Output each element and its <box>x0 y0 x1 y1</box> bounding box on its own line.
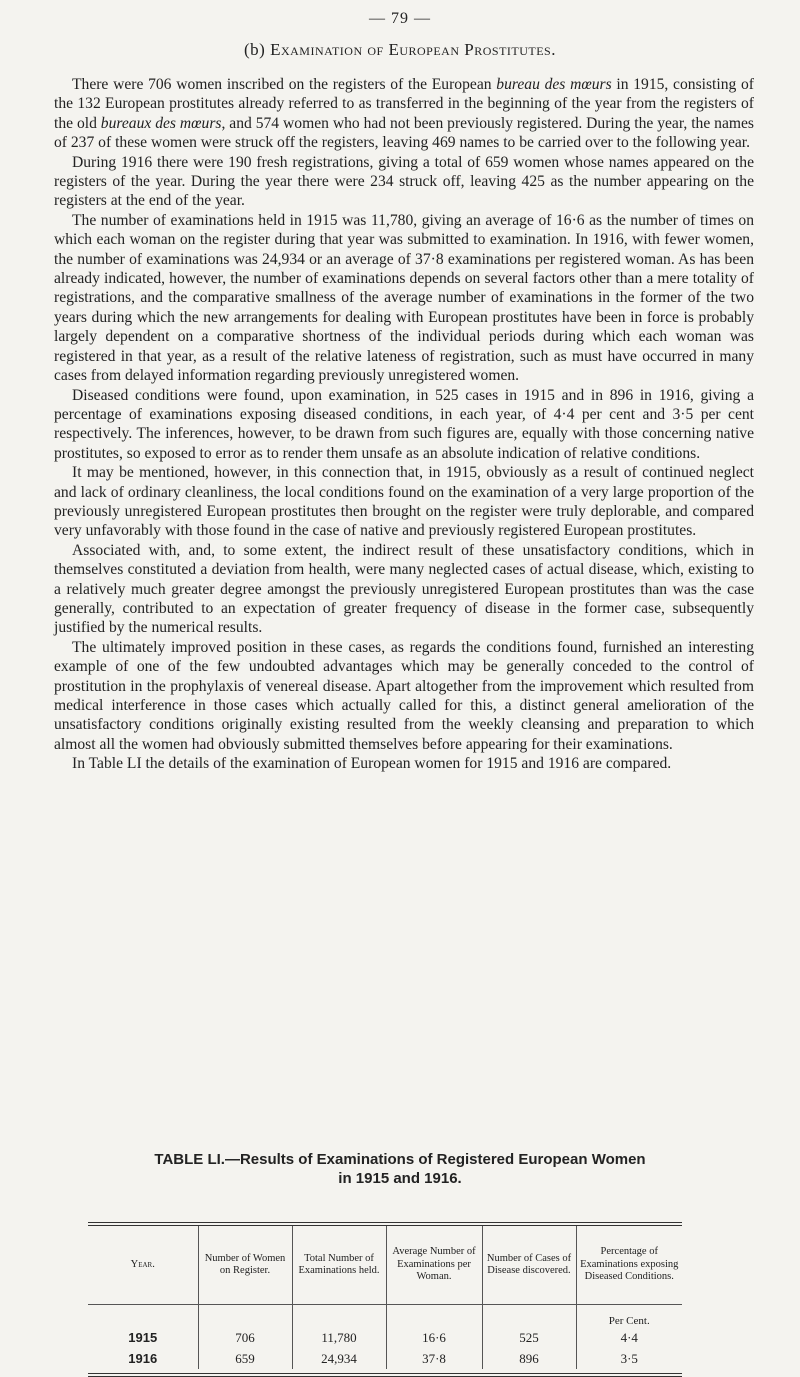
body-text <box>54 75 754 774</box>
header-cases-of-disease: Number of Cases of Disease discovered. <box>482 1226 576 1305</box>
paragraph: The ultimately improved position in these cases, as regards the conditions found, furnished an interesting example of one of the few undoubted advantages which may be generally conceded to the control of prostitution in the prophylaxis of venereal disease. Apart altogether from the improvement which resulted from medical interference in those cases which actually called for this, a distinct general amelioration of the unsatisfactory conditions originally existing resulted from the weekly cleansing and preparation to which almost all the women had obviously submitted themselves before appearing for their examinations. <box>54 638 754 753</box>
section-heading <box>0 40 800 60</box>
table-title-line-2: in 1915 and 1916. <box>338 1170 462 1187</box>
cell-cases: 525 <box>482 1327 576 1348</box>
header-women-on-register: Number of Women on Register. <box>198 1226 292 1305</box>
cell-cases: 896 <box>482 1348 576 1369</box>
page-number: — 79 — <box>369 10 431 27</box>
section-marker: (b) <box>244 40 266 59</box>
header-total-examinations: Total Number of Examinations held. <box>292 1226 386 1305</box>
cell-percentage: 4·4 <box>620 1329 638 1345</box>
paragraph: There were 706 women inscribed on the registers of the European bureau des mœurs in 1915, consisting of the 132 European prostitutes already referred to as transferred in the beginning of the year from the registers of the old bureaux des mœurs, and 574 women who had not been previously registered. During the year, the names of 237 of these women were struck off the registers, leaving 469 names to be carried over to the following year. <box>54 76 755 152</box>
cell-examinations: 11,780 <box>292 1327 386 1348</box>
paragraph: The number of examinations held in 1915 was 11,780, giving an average of 16·6 as the number of times on which each woman on the register during that year was submitted to examination. In 1916, with fewer women, the number of examinations was 24,934 or an average of 37·8 examinations per registered woman. As has been already indicated, however, the number of examinations depends on several factors other than a mere totality of registrations, and the comparative smallness of the average number of examinations in the former of the two years during which the new arrangements for dealing with European prostitutes have been in force is probably largely dependent on a comparative shortness of the individual periods during which each woman was registered in that year, as a result of the relative lateness of registration, such as must have occurred in many cases from delayed information regarding previously unregistered women. <box>54 211 754 385</box>
table-title <box>0 1150 800 1188</box>
cell-women: 659 <box>198 1348 292 1369</box>
paragraph: Diseased conditions were found, upon examination, in 525 cases in 1915 and in 896 in 1916, giving a percentage of examinations exposing diseased conditions, in each year, of 4·4 per cent and 3·5 per cent respectively. The inferences, however, to be drawn from such figures are, equally with those concerning native prostitutes, so exposed to error as to render them unsafe as an absolute indication of relative conditions. <box>54 386 754 462</box>
header-percentage-diseased: Percentage of Examinations exposing Diseased Conditions. <box>576 1226 682 1305</box>
paragraph: Associated with, and, to some extent, the indirect result of these unsatisfactory conditions, which in themselves constituted a deviation from health, were many neglected cases of actual disease, which, existing to a relatively much greater degree amongst the previously unregistered European prostitutes than was the case generally, contributed to an expectation of greater frequency of disease in the former case, subsequently justified by the numerical results. <box>54 541 754 637</box>
paragraph: It may be mentioned, however, in this connection that, in 1915, obviously as a result of continued neglect and lack of ordinary cleanliness, the local conditions found on the examination of a very large proportion of the previously unregistered European prostitutes then brought on the register were truly deplorable, and compared very unfavorably with those found in the case of native and previously registered European prostitutes. <box>54 464 754 540</box>
unit-label: Per Cent. <box>608 1315 650 1327</box>
cell-average: 16·6 <box>386 1327 482 1348</box>
header-average-examinations: Average Number of Examinations per Woman. <box>386 1226 482 1305</box>
header-year: Year. <box>88 1226 198 1305</box>
cell-year: 1915 <box>88 1327 198 1348</box>
cell-examinations: 24,934 <box>292 1348 386 1369</box>
italic-term: bureau des mœurs <box>496 76 612 93</box>
cell-percentage: 3·5 <box>620 1350 638 1366</box>
unit-row <box>88 1305 682 1328</box>
cell-women: 706 <box>198 1327 292 1348</box>
table-bottom-rule <box>88 1373 682 1377</box>
cell-average: 37·8 <box>386 1348 482 1369</box>
italic-term: bureaux des mœurs <box>100 114 222 132</box>
results-table-wrap <box>88 1222 682 1377</box>
table-title-line-1: TABLE LI.—Results of Examinations of Registered European Women <box>154 1151 646 1168</box>
paragraph: In Table LI the details of the examination of European women for 1915 and 1916 are compared. <box>72 755 672 773</box>
cell-year: 1916 <box>88 1348 198 1369</box>
results-table <box>88 1226 682 1369</box>
table-row <box>88 1348 682 1369</box>
table-header-row <box>88 1226 682 1305</box>
paragraph: During 1916 there were 190 fresh registrations, giving a total of 659 women whose names appeared on the registers of the year. During the year there were 234 struck off, leaving 425 as the number appearing on the registers at the end of the year. <box>54 153 754 210</box>
section-title: Examination of European Prostitutes. <box>270 40 556 59</box>
